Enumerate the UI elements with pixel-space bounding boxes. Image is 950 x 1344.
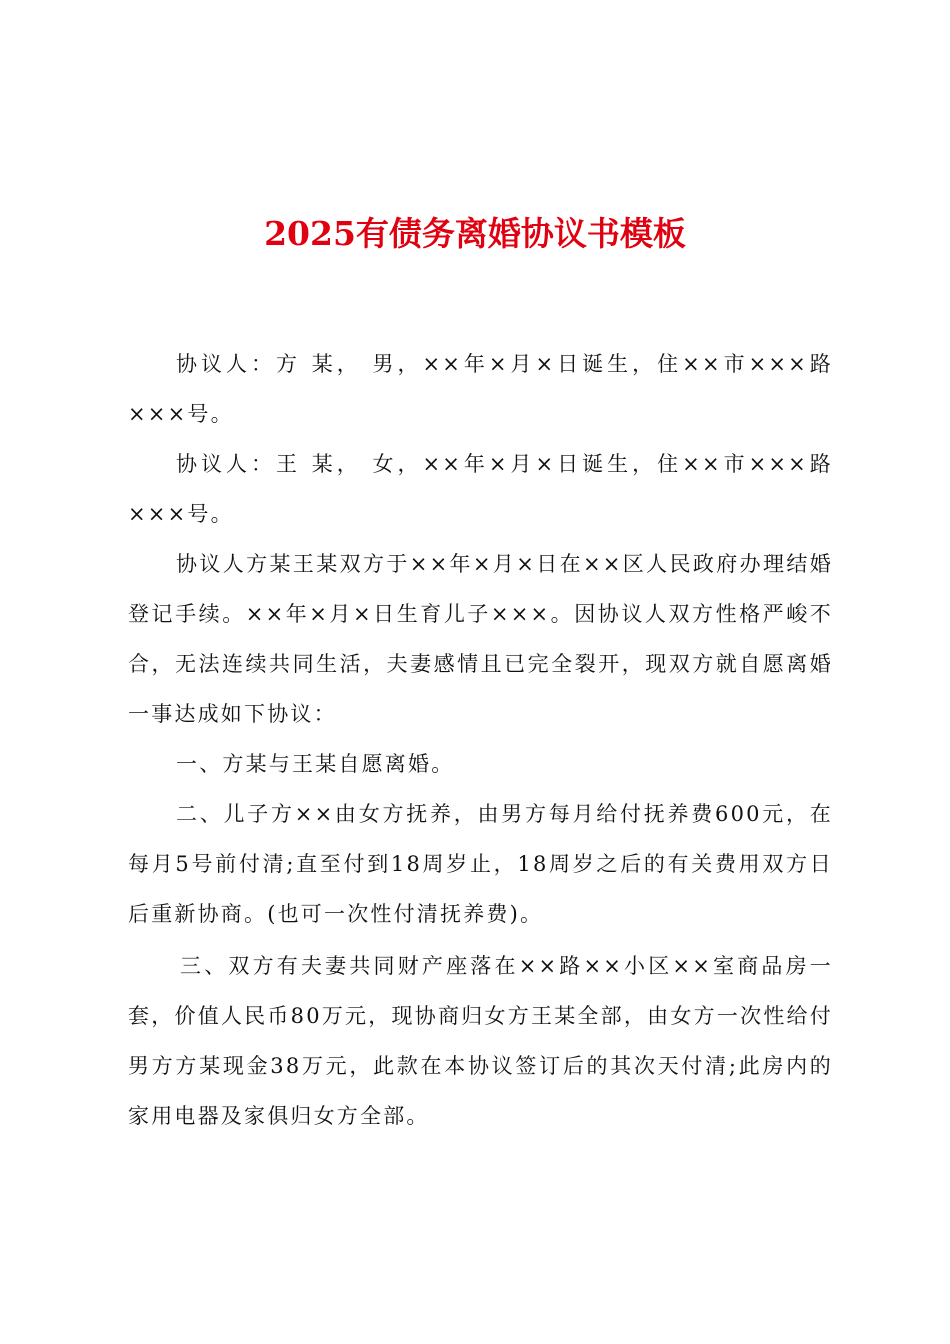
document-title: 2025有债务离婚协议书模板 <box>264 214 686 253</box>
paragraph-background: 协议人方某王某双方于××年×月×日在××区人民政府办理结婚登记手续。××年×月×日生育儿子×××。因协议人双方性格严峻不合，无法连续共同生活，夫妻感情且已完全裂开，现双方就自愿离婚一事达成如下协议： <box>128 552 833 726</box>
paragraph-clause-3: 三、双方有夫妻共同财产座落在××路××小区××室商品房一套，价值人民币80万元，现协商归女方王某全部，由女方一次性给付男方方某现金38万元，此款在本协议签订后的其次天付清;此房内的家用电器及家俱归女方全部。 <box>128 954 833 1128</box>
paragraph-clause-1: 一、方某与王某自愿离婚。 <box>176 752 455 776</box>
paragraph-clause-2: 二、儿子方××由女方抚养，由男方每月给付抚养费600元，在每月5号前付清;直至付到18周岁止，18周岁之后的有关费用双方日后重新协商。(也可一次性付清抚养费)。 <box>128 802 833 926</box>
paragraph-party-a: 协议人：方 某， 男，××年×月×日诞生，住××市×××路×××号。 <box>128 352 833 426</box>
paragraph-party-b: 协议人：王 某， 女，××年×月×日诞生，住××市×××路×××号。 <box>128 452 833 526</box>
document-body <box>128 339 833 1141</box>
